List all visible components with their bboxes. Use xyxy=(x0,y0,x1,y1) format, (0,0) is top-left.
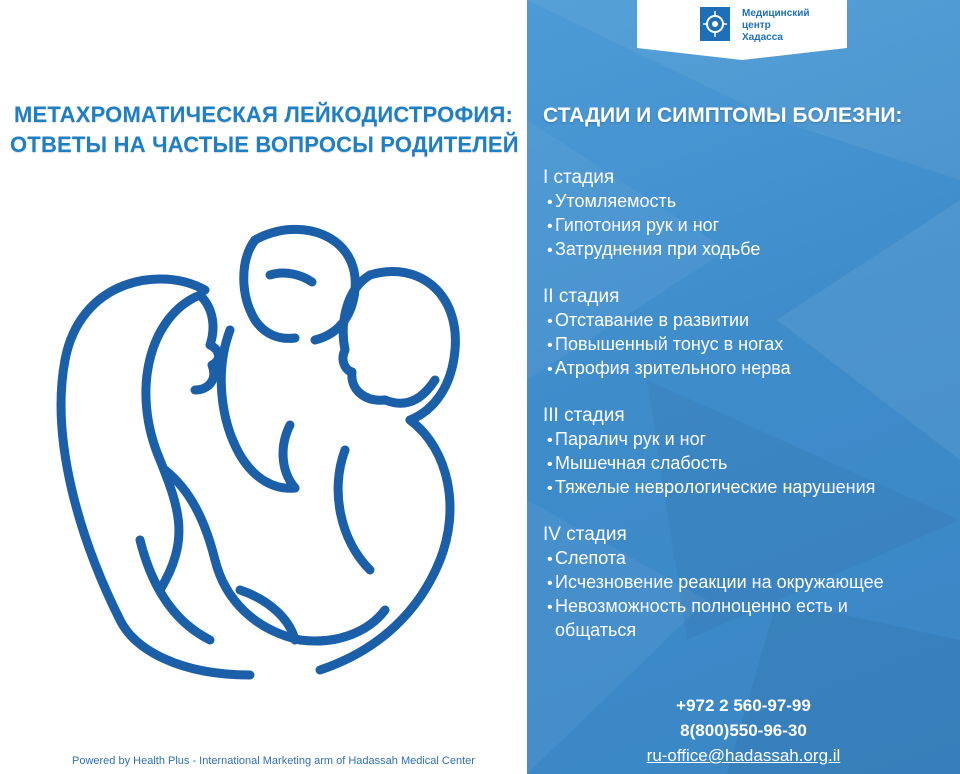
bullet-icon: • xyxy=(547,242,553,259)
stage-title: I стадия xyxy=(543,167,615,188)
symptom-text: Отставание в развитии xyxy=(555,310,750,330)
bullet-icon: • xyxy=(547,480,553,497)
contacts-block xyxy=(527,693,960,768)
symptom-item xyxy=(543,309,953,333)
stage-4 xyxy=(543,523,953,642)
powered-by-text: Powered by Health Plus - International Marketing arm of Hadassah Medical Center xyxy=(72,755,475,767)
stages-list xyxy=(543,166,953,665)
symptom-text: Тяжелые неврологические нарушения xyxy=(555,477,876,497)
symptom-item xyxy=(543,547,953,571)
hadassah-emblem-icon xyxy=(698,5,732,43)
logo-line-2: центр xyxy=(742,20,771,31)
bullet-icon: • xyxy=(547,194,553,211)
stage-1 xyxy=(543,166,953,262)
symptom-item xyxy=(543,214,953,238)
symptom-text: Мышечная слабость xyxy=(555,453,728,473)
stage-title: III стадия xyxy=(543,405,625,426)
bullet-icon: • xyxy=(547,599,553,616)
stage-2 xyxy=(543,285,953,381)
bullet-icon: • xyxy=(547,361,553,378)
symptom-item-continuation xyxy=(543,619,953,642)
stage-title: II стадия xyxy=(543,286,620,307)
right-panel xyxy=(527,0,960,774)
symptom-item xyxy=(543,357,953,381)
symptom-text: Исчезновение реакции на окружающее xyxy=(555,572,884,592)
bullet-icon: • xyxy=(547,218,553,235)
symptom-text: Слепота xyxy=(555,548,626,568)
symptom-text: Повышенный тонус в ногах xyxy=(555,334,784,354)
symptom-text: Паралич рук и ног xyxy=(555,429,707,449)
section-title: СТАДИИ И СИМПТОМЫ БОЛЕЗНИ: xyxy=(543,104,903,127)
bullet-icon: • xyxy=(547,313,553,330)
symptom-item xyxy=(543,333,953,357)
bullet-icon: • xyxy=(547,456,553,473)
symptom-item xyxy=(543,238,953,262)
logo-text xyxy=(742,8,810,44)
logo-line-1: Медицинский xyxy=(742,8,810,19)
bullet-icon: • xyxy=(547,575,553,592)
symptom-item xyxy=(543,190,953,214)
logo-line-3: Хадасса xyxy=(742,32,783,43)
symptom-text: Атрофия зрительного нерва xyxy=(555,358,791,378)
symptom-item xyxy=(543,571,953,595)
symptom-item xyxy=(543,595,953,619)
stage-3 xyxy=(543,404,953,500)
bullet-icon: • xyxy=(547,432,553,449)
phone-2[interactable]: 8(800)550-96-30 xyxy=(680,721,807,740)
symptom-text: Гипотония рук и ног xyxy=(555,215,720,235)
stage-title: IV стадия xyxy=(543,524,627,545)
bullet-icon: • xyxy=(547,337,553,354)
title-line-1: МЕТАХРОМАТИЧЕСКАЯ ЛЕЙКОДИСТРОФИЯ: xyxy=(13,102,513,127)
symptom-text: Утомляемость xyxy=(555,191,677,211)
page-title xyxy=(10,100,517,160)
symptom-item xyxy=(543,428,953,452)
bullet-icon: • xyxy=(547,551,553,568)
symptom-text: Невозможность полноценно есть и xyxy=(555,596,848,616)
symptom-text: общаться xyxy=(555,620,637,640)
symptom-text: Затруднения при ходьбе xyxy=(555,239,761,259)
family-illustration xyxy=(40,220,480,690)
phone-1[interactable]: +972 2 560-97-99 xyxy=(676,696,811,715)
symptom-item xyxy=(543,452,953,476)
symptom-item xyxy=(543,476,953,500)
title-line-2: ОТВЕТЫ НА ЧАСТЫЕ ВОПРОСЫ РОДИТЕЛЕЙ xyxy=(10,132,519,157)
email-link[interactable]: ru-office@hadassah.org.il xyxy=(646,746,841,765)
